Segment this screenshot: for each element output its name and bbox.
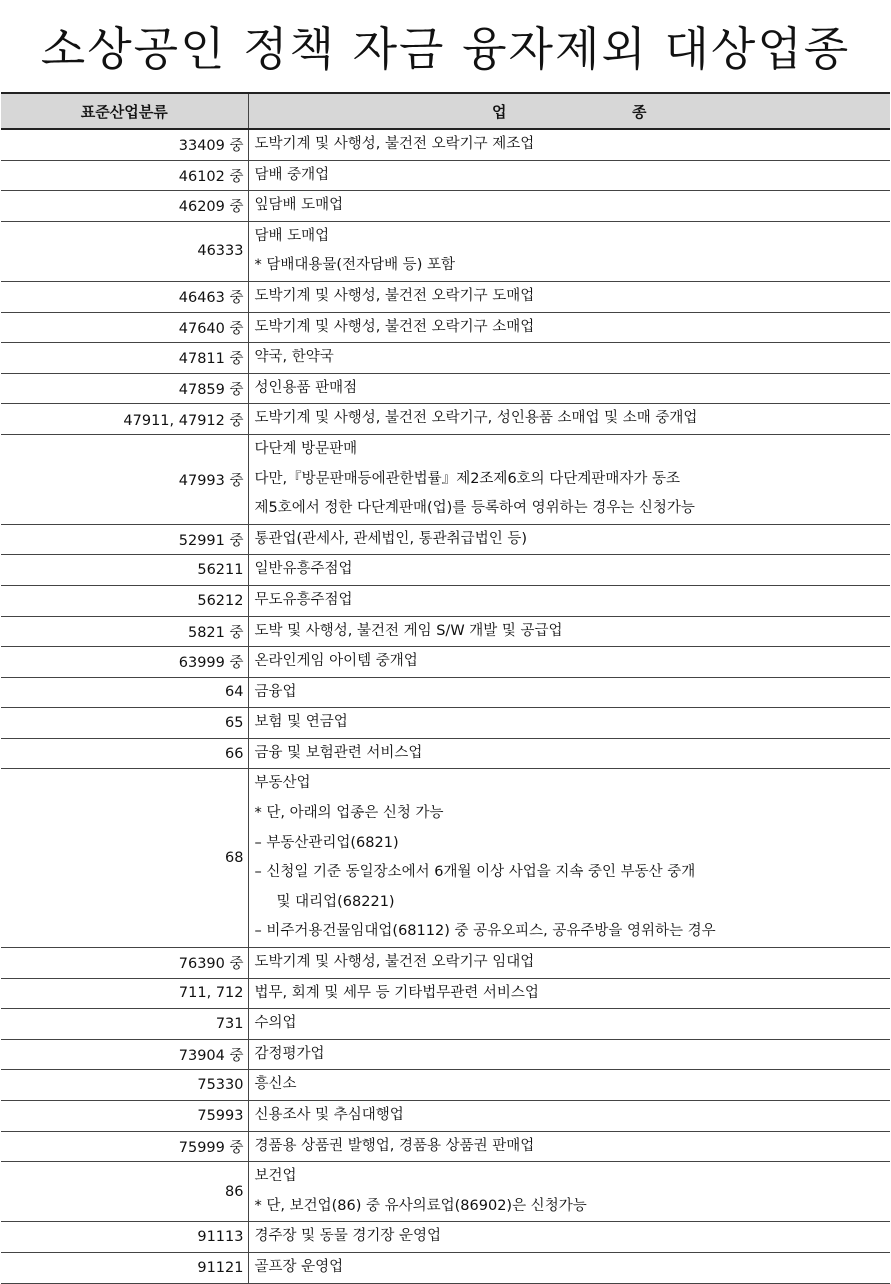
industry-code: 52991 중	[1, 524, 248, 555]
description-line: 감정평가업	[254, 1045, 325, 1062]
table-row	[1, 312, 890, 343]
description-line: 도박 및 사행성, 불건전 게임 S/W 개발 및 공급업	[254, 622, 563, 639]
table-row	[1, 524, 890, 555]
description-line: 다단계 방문판매	[254, 440, 358, 457]
description-line: 경주장 및 동물 경기장 운영업	[254, 1228, 442, 1245]
industry-code: 68	[1, 769, 248, 948]
description-line: 담배 도매업	[254, 227, 330, 244]
industry-code: 64	[1, 677, 248, 708]
description-line: 골프장 운영업	[254, 1258, 344, 1275]
industry-code: 91113	[1, 1222, 248, 1253]
table-row	[1, 129, 890, 160]
industry-code: 46209 중	[1, 191, 248, 222]
table-row	[1, 434, 890, 524]
industry-description	[248, 1039, 890, 1070]
table-row	[1, 160, 890, 191]
industry-code: 75999 중	[1, 1131, 248, 1162]
header-industry-char-2: 종	[632, 102, 647, 121]
industry-description	[248, 1222, 890, 1253]
table-header-row	[1, 93, 890, 129]
description-line: 온라인게임 아이템 중개업	[254, 653, 418, 670]
industry-code: 86	[1, 1162, 248, 1222]
description-line: 일반유흥주점업	[254, 561, 353, 578]
industry-description	[248, 312, 890, 343]
industry-code: 75993	[1, 1101, 248, 1132]
table-row	[1, 677, 890, 708]
industry-description	[248, 1101, 890, 1132]
description-line: 흥신소	[254, 1076, 297, 1093]
table-row	[1, 769, 890, 948]
description-line: 도박기계 및 사행성, 불건전 오락기구 소매업	[254, 318, 535, 335]
table-row	[1, 1070, 890, 1101]
description-line: – 비주거용건물임대업(68112) 중 공유오피스, 공유주방을 영위하는 경우	[254, 923, 716, 940]
industry-description	[248, 160, 890, 191]
industry-description	[248, 708, 890, 739]
industry-description	[248, 221, 890, 281]
industry-code: 76390 중	[1, 948, 248, 979]
description-line: 보험 및 연금업	[254, 714, 348, 731]
description-line: 및 대리업(68221)	[276, 893, 395, 910]
table-row	[1, 1039, 890, 1070]
industry-code: 66	[1, 738, 248, 769]
industry-code: 56212	[1, 585, 248, 616]
industry-code: 47911, 47912 중	[1, 404, 248, 435]
industry-code: 731	[1, 1009, 248, 1040]
industry-code: 65	[1, 708, 248, 739]
table-row	[1, 1009, 890, 1040]
description-line: 잎담배 도매업	[254, 197, 344, 214]
description-line: 다만,『방문판매등에관한법률』제2조제6호의 다단계판매자가 동조	[254, 470, 680, 487]
industry-code: 91121	[1, 1252, 248, 1283]
table-row	[1, 221, 890, 281]
description-line: 법무, 회계 및 세무 등 기타법무관련 서비스업	[254, 984, 539, 1001]
table-row	[1, 373, 890, 404]
description-line: 도박기계 및 사행성, 불건전 오락기구 도매업	[254, 287, 535, 304]
description-line: 담배 중개업	[254, 166, 330, 183]
industry-description	[248, 343, 890, 374]
industry-code: 56211	[1, 555, 248, 586]
description-line: – 신청일 기준 동일장소에서 6개월 이상 사업을 지속 중인 부동산 중개	[254, 864, 696, 881]
industry-description	[248, 948, 890, 979]
description-line: 무도유흥주점업	[254, 591, 353, 608]
industry-code: 33409 중	[1, 129, 248, 160]
industry-description	[248, 616, 890, 647]
industry-code: 47859 중	[1, 373, 248, 404]
table-row	[1, 948, 890, 979]
excluded-industries-table	[1, 92, 890, 1284]
table-row	[1, 343, 890, 374]
description-line: 도박기계 및 사행성, 불건전 오락기구, 성인용품 소매업 및 소매 중개업	[254, 410, 698, 427]
header-industry	[248, 93, 890, 129]
table-row	[1, 647, 890, 678]
industry-description	[248, 585, 890, 616]
table-row	[1, 708, 890, 739]
description-line: 경품용 상품권 발행업, 경품용 상품권 판매업	[254, 1137, 535, 1154]
industry-code: 46463 중	[1, 281, 248, 312]
description-line: * 담배대용물(전자담배 등) 포함	[254, 257, 455, 274]
industry-description	[248, 555, 890, 586]
description-line: 통관업(관세사, 관세법인, 통관취급법인 등)	[254, 530, 527, 547]
table-row	[1, 585, 890, 616]
table-body	[1, 129, 890, 1283]
table-row	[1, 404, 890, 435]
industry-code: 47993 중	[1, 434, 248, 524]
industry-description	[248, 1131, 890, 1162]
industry-description	[248, 647, 890, 678]
table-row	[1, 1222, 890, 1253]
page-title: 소상공인 정책 자금 융자제외 대상업종	[40, 22, 851, 76]
description-line: 도박기계 및 사행성, 불건전 오락기구 임대업	[254, 954, 535, 971]
table-row	[1, 281, 890, 312]
industry-description	[248, 434, 890, 524]
header-industry-char-1: 업	[492, 102, 507, 121]
industry-description	[248, 1252, 890, 1283]
table-row	[1, 616, 890, 647]
description-line: * 단, 보건업(86) 중 유사의료업(86902)은 신청가능	[254, 1197, 587, 1214]
table-row	[1, 1162, 890, 1222]
table-row	[1, 978, 890, 1009]
header-classification: 표준산업분류	[1, 93, 248, 129]
industry-code: 5821 중	[1, 616, 248, 647]
industry-code: 47811 중	[1, 343, 248, 374]
description-line: 제5호에서 정한 다단계판매(업)를 등록하여 영위하는 경우는 신청가능	[254, 500, 695, 517]
industry-description	[248, 1070, 890, 1101]
industry-description	[248, 404, 890, 435]
description-line: 금융 및 보험관련 서비스업	[254, 744, 423, 761]
description-line: – 부동산관리업(6821)	[254, 834, 399, 851]
industry-code: 46333	[1, 221, 248, 281]
industry-description	[248, 281, 890, 312]
table-row	[1, 1101, 890, 1132]
industry-code: 711, 712	[1, 978, 248, 1009]
table-row	[1, 191, 890, 222]
description-line: 보건업	[254, 1168, 297, 1185]
industry-code: 46102 중	[1, 160, 248, 191]
description-line: 금융업	[254, 683, 297, 700]
industry-description	[248, 373, 890, 404]
industry-code: 75330	[1, 1070, 248, 1101]
industry-code: 63999 중	[1, 647, 248, 678]
table-row	[1, 555, 890, 586]
industry-description	[248, 129, 890, 160]
description-line: 부동산업	[254, 775, 311, 792]
description-line: 성인용품 판매점	[254, 379, 358, 396]
industry-description	[248, 191, 890, 222]
industry-description	[248, 738, 890, 769]
description-line: 신용조사 및 추심대행업	[254, 1107, 404, 1123]
description-line: * 단, 아래의 업종은 신청 가능	[254, 805, 444, 822]
industry-description	[248, 524, 890, 555]
industry-description	[248, 978, 890, 1009]
table-row	[1, 1252, 890, 1283]
table-row	[1, 738, 890, 769]
industry-code: 47640 중	[1, 312, 248, 343]
industry-description	[248, 677, 890, 708]
industry-code: 73904 중	[1, 1039, 248, 1070]
description-line: 약국, 한약국	[254, 349, 334, 366]
description-line: 수의업	[254, 1015, 297, 1032]
industry-description	[248, 1009, 890, 1040]
description-line: 도박기계 및 사행성, 불건전 오락기구 제조업	[254, 136, 535, 152]
industry-description	[248, 1162, 890, 1222]
industry-description	[248, 769, 890, 948]
table-row	[1, 1131, 890, 1162]
